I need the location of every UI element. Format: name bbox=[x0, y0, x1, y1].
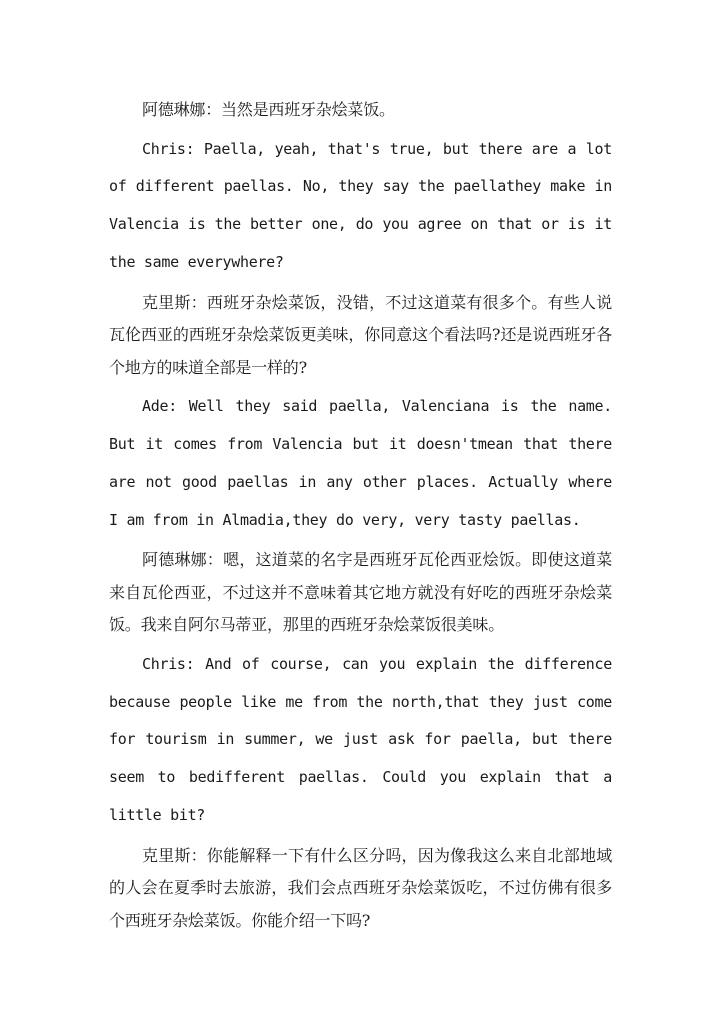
paragraph-chris-question-zh: 克里斯：西班牙杂烩菜饭，没错，不过这道菜有很多个。有些人说瓦伦西亚的西班牙杂烩菜饭更美味，你同意这个看法吗?还是说西班牙各个地方的味道全部是一样的? bbox=[109, 292, 612, 377]
paragraph-chris-followup-zh: 克里斯：你能解释一下有什么区分吗，因为像我这么来自北部地域的人会在夏季时去旅游，我们会点西班牙杂烩菜饭吃，不过仿佛有很多个西班牙杂烩菜饭。你能介绍一下吗? bbox=[109, 845, 612, 930]
paragraph-ade-answer-en: Ade: Well they said paella, Valenciana is the name. But it comes from Valencia but it doesn'tmean that there are not good paellas in any other places. Actually where I am from in Almadia,they do very, very tasty paellas. bbox=[109, 397, 612, 529]
paragraph-chris-question-en: Chris: Paella, yeah, that's true, but there are a lot of different paellas. No, they say the paellathey make in Valencia is the better one, do you agree on that or is it the same everywhere? bbox=[109, 139, 612, 271]
paragraph-chris-followup-en: Chris: And of course, can you explain the difference because people like me from the north,that they just come for tourism in summer, we just ask for paella, but there seem to bedifferent paellas. Could you explain that a little bit? bbox=[109, 654, 612, 825]
document-page bbox=[109, 94, 612, 937]
paragraph-ade-answer-zh: 阿德琳娜：嗯，这道菜的名字是西班牙瓦伦西亚烩饭。即使这道菜来自瓦伦西亚，不过这并不意味着其它地方就没有好吃的西班牙杂烩菜饭。我来自阿尔马蒂亚，那里的西班牙杂烩菜饭很美味。 bbox=[109, 550, 612, 635]
paragraph-adelina-answer: 阿德琳娜：当然是西班牙杂烩菜饭。 bbox=[142, 100, 395, 119]
